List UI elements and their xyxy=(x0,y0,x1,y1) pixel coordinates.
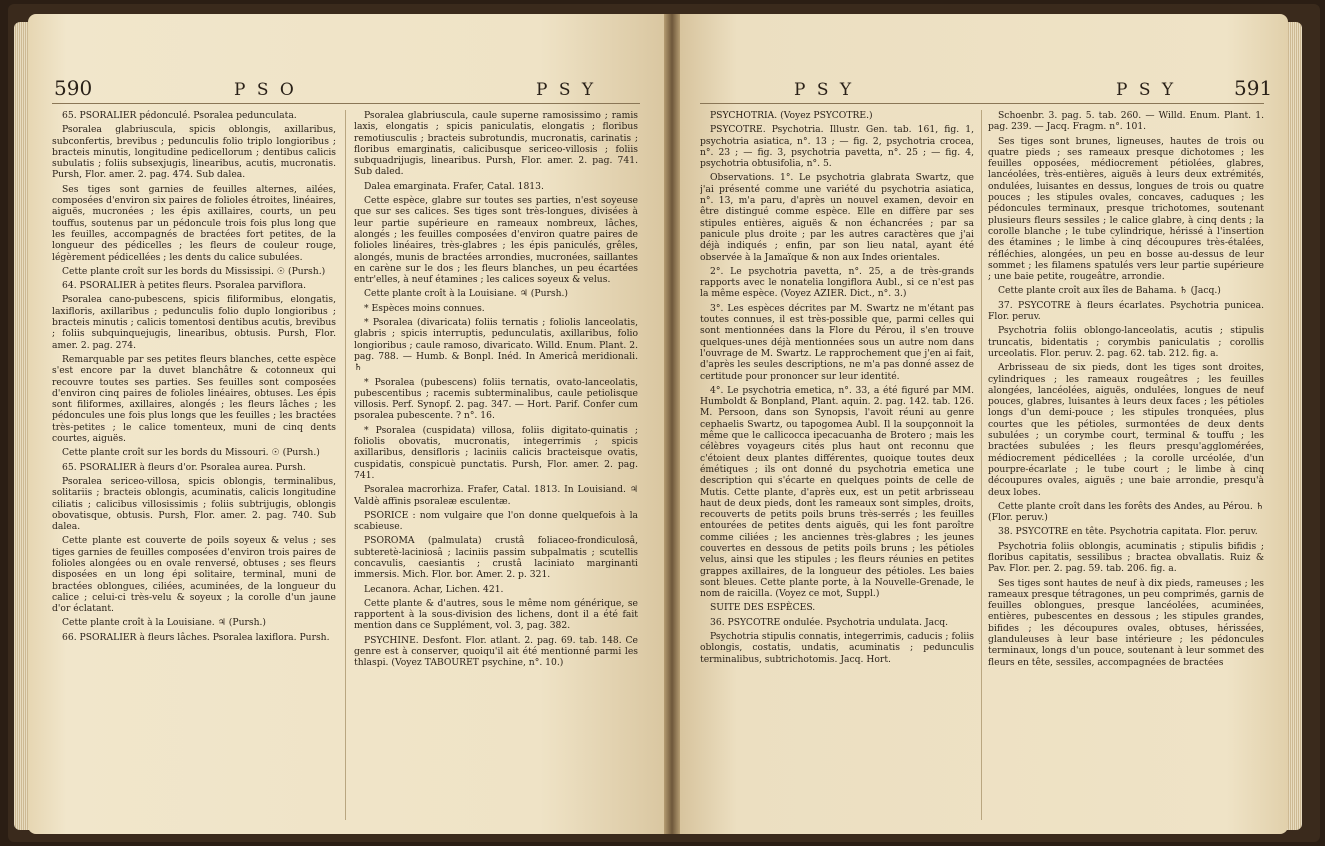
paragraph: PSORICE : nom vulgaire que l'on donne quelquefois à la scabieuse. xyxy=(354,509,638,533)
paragraph: Arbrisseau de six pieds, dont les tiges sont droites, cylindriques ; les rameaux rougeâtres ; les feuilles alongées, lancéolées, aiguës, ondulées, longues de neuf pouces, glabres, luisantes à leurs deux faces ; les pétioles longs d'un demi-pouce ; les stipules tronquées, plus courtes que les pétioles, surmontées de deux dents subulées ; un corymbe court, terminal & touffu ; les bractées subulées ; les fleurs presqu'agglomérées, médiocrement pédicellées ; la corolle urcéolée, d'un pourpre-écarlate ; le tube court ; le limbe à cinq découpures ovales, aiguës ; une baie arrondie, presqu'à deux lobes. xyxy=(988,362,1264,498)
paragraph: Cette plante croît sur les bords du Missouri. ☉ (Pursh.) xyxy=(62,447,320,459)
paragraph: PSYCHOTRIA. (Voyez PSYCOTRE.) xyxy=(710,110,873,121)
paragraph: Psoralea glabriuscula, spicis oblongis, axillaribus, subconfertis, brevibus ; pedunculis folio triplo longioribus ; bracteis minutis, longitudine pedicellorum ; dentibus calicis subulatis ; foliis subsexjugis, linearibus, acutis, mucronatis. Pursh, Flor. amer. 2. pag. 474. Sub dalea. xyxy=(52,124,336,181)
paragraph: Remarquable par ses petites fleurs blanches, cette espèce s'est encore par la duvet blanchâtre & cotonneux qui recouvre toutes ses parties. Ses feuilles sont composées d'environ cinq paires de folioles linéaires, obtuses. Les épis sont filiformes, axillaires, alongés ; les fleurs lâches ; les pédoncules une fois plus longs que les feuilles ; les bractées très-petites ; le calice tomenteux, muni de cinq dents courtes, aiguës. xyxy=(52,353,336,445)
paragraph: Psychotria foliis oblongo-lanceolatis, acutis ; stipulis truncatis, bidentatis ; corymbis paniculatis ; corollis urceolatis. Flor. peruv. 2. pag. 62. tab. 212. fig. a. xyxy=(988,325,1264,359)
paragraph: Cette plante & d'autres, sous le même nom générique, se rapportent à la sous-division des lichens, dont il a été fait mention dans ce Supplément, vol. 3, pag. 382. xyxy=(354,597,638,632)
paragraph: 36. PSYCOTRE ondulée. Psychotria undulata. Jacq. xyxy=(710,616,949,628)
paragraph: Schoenbr. 3. pag. 5. tab. 260. — Willd. Enum. Plant. 1. pag. 239. — Jacq. Fragm. n°. 101. xyxy=(988,110,1264,133)
paragraph: 2°. Le psychotria pavetta, n°. 25, a de très-grands rapports avec le nonatelia longiflora Aubl., si ce n'est pas la même espèce. (Voyez AZIER. Dict., n°. 3.) xyxy=(700,265,974,300)
paragraph: Psoralea macrorhiza. Frafer, Catal. 1813. In Louisiand. ♃ Valdè affinis psoraleæ esculentæ. xyxy=(354,484,638,507)
paragraph: * Psoralea (pubescens) foliis ternatis, ovato-lanceolatis, pubescentibus ; racemis subterminalibus, caule petiolisque villosis. Perf. Synopf. 2. pag. 347. — Hort. Parif. Confer cum psoralea pubescente. ? n°. 16. xyxy=(354,376,638,422)
right-header-rule xyxy=(700,103,1264,104)
right-column-1 xyxy=(700,110,974,826)
paragraph: * Psoralea (divaricata) foliis ternatis ; foliolis lanceolatis, glabris ; spicis interruptis, pedunculatis, axillaribus, folio longioribus ; caule ramoso, divaricato. Willd. Enum. Plant. 2. pag. 788. — Humb. & Bonpl. Inéd. In Americâ meridionali. ♄ xyxy=(354,317,638,374)
paragraph: Observations. 1°. Le psychotria glabrata Swartz, que j'ai présenté comme une variété du psychotria asiatica, n°. 13, m'a paru, d'après un nouvel examen, devoir en être distingué comme espèce. Elle en diffère par ses stipules entières, aiguës & non échancrées ; par sa panicule plus droite ; par les autres caractères que j'ai déjà indiqués ; enfin, par son lieu natal, ayant été observée à la Jamaïque & non aux Indes orientales. xyxy=(700,172,974,263)
right-running-head-2: P S Y xyxy=(1116,80,1177,100)
paragraph: Psoralea sericeo-villosa, spicis oblongis, terminalibus, solitariis ; bracteis oblongis, acuminatis, calicis longitudine ciliatis ; calicibus villosissimis ; foliis subtrijugis, oblongis obovatisque, obtusis. Pursh, Flor. amer. 2. pag. 740. Sub dalea. xyxy=(52,475,336,533)
paragraph: 37. PSYCOTRE à fleurs écarlates. Psychotria punicea. Flor. peruv. xyxy=(988,299,1264,323)
paragraph: Cette plante croît sur les bords du Mississipi. ☉ (Pursh.) xyxy=(62,265,326,277)
paragraph: Dalea emarginata. Frafer, Catal. 1813. xyxy=(364,180,544,192)
paragraph: PSOROMA (palmulata) crustâ foliaceo-frondiculosâ, subteretè-laciniosâ ; laciniis passim subpalmatis ; scutellis concavulis, caesiantis ; crustâ laciniato marginanti immersis. Mich. Flor. bor. Amer. 2. p. 321. xyxy=(354,535,638,581)
left-column-1 xyxy=(52,110,336,826)
book-gutter xyxy=(664,14,680,834)
left-page-number: 590 xyxy=(54,76,93,100)
left-running-head-1: P S O xyxy=(234,80,297,100)
paragraph: 4°. Le psychotria emetica, n°. 33, a été figuré par MM. Humboldt & Bonpland, Plant. aquin. 2. pag. 142. tab. 126. M. Persoon, dans son Synopsis, l'avoit réuni au genre cephaelis Swartz, ou tapogomea Aubl. Il la soupçonnoit la même que le callicocca ipecacuanha de Brotero ; mais les célèbres voyageurs cités plus haut ont reconnu que c'étoient deux plantes différentes, quoique toutes deux émétiques ; ils ont donné du psychotria emetica une description qui s'écarte en quelques points de celle de Mutis. Cette plante, d'après eux, est un petit arbrisseau haut de deux pieds, dont les rameaux sont simples, droits, recouverts de petits poils bruns très-serrés ; les feuilles entourées de petites dents aiguës, qui les font paroître comme ciliées ; les anciennes très-glabres ; les jeunes couvertes en dessous de petits poils bruns ; les pétioles velus, ainsi que les stipules ; les fleurs réunies en petites grappes axillaires, de la longueur des pétioles. Les baies sont bleues. Cette plante porte, à la Nouvelle-Grenade, le nom de raicilla. (Voyez ce mot, Suppl.) xyxy=(700,384,974,600)
paragraph: PSYCOTRE. Psychotria. Illustr. Gen. tab. 161, fig. 1, psychotria asiatica, n°. 13 ; — fig. 2, psychotria crocea, n°. 23 ; — fig. 3, psychotria pavetta, n°. 25 ; — fig. 4, psychotria obtusifolia, n°. 5. xyxy=(700,124,974,170)
paragraph: 65. PSORALIER à fleurs d'or. Psoralea aurea. Pursh. xyxy=(62,461,306,473)
right-page xyxy=(676,14,1288,834)
paragraph: Cette espèce, glabre sur toutes ses parties, n'est soyeuse que sur ses calices. Ses tiges sont très-longues, divisées à leur partie supérieure en rameaux nombreux, lâches, alongés ; les feuilles composées d'environ quatre paires de folioles linéaires, très-glabres ; les épis paniculés, grêles, alongés, munis de bractées arrondies, mucronées, saillantes en carène sur le dos ; les fleurs blanches, un peu écartées entr'elles, à neuf étamines ; les calices soyeux & velus. xyxy=(354,195,638,286)
paragraph: * Espèces moins connues. xyxy=(364,302,485,314)
paragraph: PSYCHINE. Desfont. Flor. atlant. 2. pag. 69. tab. 148. Ce genre est à conserver, quoiqu'il ait été mentionné parmi les thlaspi. (Voyez TABOURET psychine, n°. 10.) xyxy=(354,634,638,669)
left-column-separator xyxy=(345,110,346,820)
paragraph: Lecanora. Achar, Lichen. 421. xyxy=(364,583,504,595)
paragraph: SUITE DES ESPÈCES. xyxy=(710,602,816,614)
right-running-head-1: P S Y xyxy=(794,80,855,100)
paragraph: 3°. Les espèces décrites par M. Swartz ne m'étant pas toutes connues, il est très-possible que, parmi celles qui sont mentionnées dans la Flore du Pérou, il s'en trouve quelques-unes déjà mentionnées sous un autre nom dans l'ouvrage de M. Swartz. Le rapprochement que j'en ai fait, d'après les seules descriptions, ne m'a pas donné assez de certitude pour prononcer sur leur identité. xyxy=(700,302,974,382)
paragraph: 66. PSORALIER à fleurs lâches. Psoralea laxiflora. Pursh. xyxy=(62,631,330,643)
right-column-separator xyxy=(981,110,982,820)
paragraph: Cette plante croît dans les forêts des Andes, au Pérou. ♄ (Flor. peruv.) xyxy=(988,500,1264,524)
left-header-rule xyxy=(52,103,640,104)
left-page xyxy=(28,14,668,834)
paragraph: * Psoralea (cuspidata) villosa, foliis digitato-quinatis ; foliolis obovatis, mucronatis, integerrimis ; spicis axillaribus, densifloris ; laciniis calicis bracteisque ovatis, cuspidatis, conspicuè punctatis. Pursh, Flor. amer. 2. pag. 741. xyxy=(354,424,638,481)
paragraph: Ses tiges sont hautes de neuf à dix pieds, rameuses ; les rameaux presque tétragones, un peu comprimés, garnis de feuilles oblongues, presque lancéolées, acuminées, entières, pubescentes en dessous ; les stipules grandes, bifides ; les découpures ovales, obtuses, hérissées, glanduleuses à leur base intérieure ; les pédoncules terminaux, longs d'un pouce, soutenant à leur sommet des fleurs en tête, sessiles, accompagnées de bractées xyxy=(988,577,1264,668)
paragraph: 65. PSORALIER pédonculé. Psoralea pedunculata. xyxy=(62,110,297,121)
left-column-2 xyxy=(354,110,638,826)
paragraph: Cette plante est couverte de poils soyeux & velus ; ses tiges garnies de feuilles composées d'environ trois paires de folioles alongées ou en ovale renversé, obtuses ; ses fleurs disposées en un long épi solitaire, terminal, muni de bractées oblongues, ciliées, acuminées, de la longueur du calice ; celui-ci très-velu & soyeux ; la corolle d'un jaune d'or éclatant. xyxy=(52,535,336,615)
paragraph: Psychotria foliis oblongis, acuminatis ; stipulis bifidis ; floribus capitatis, sessilibus ; bractea obvallatis. Ruiz & Pav. Flor. per. 2. pag. 59. tab. 206. fig. a. xyxy=(988,540,1264,575)
paragraph: Psoralea glabriuscula, caule superne ramosissimo ; ramis laxis, elongatis ; spicis paniculatis, elongatis ; floribus remotiusculis ; bracteis subrotundis, mucronatis, carinatis ; floribus emarginatis, calicibusque sericeo-villosis ; foliis subquadrijugis, linearibus. Pursh, Flor. amer. 2. pag. 741. Sub daled. xyxy=(354,110,638,178)
paragraph: Psoralea cano-pubescens, spicis filiformibus, elongatis, laxifloris, axillaribus ; pedunculis folio duplo longioribus ; bracteis minutis ; calicis tomentosi dentibus acutis, brevibus ; foliis subquinquejugis, linearibus, obtusis. Pursh, Flor. amer. 2. pag. 274. xyxy=(52,294,336,351)
paragraph: Cette plante croît aux îles de Bahama. ♄ (Jacq.) xyxy=(998,285,1221,297)
right-column-2 xyxy=(988,110,1264,826)
right-page-edges xyxy=(1286,22,1302,830)
paragraph: Ses tiges sont garnies de feuilles alternes, ailées, composées d'environ six paires de folioles étroites, linéaires, aiguës, mucronées ; les épis axillaires, courts, un peu touffus, soutenus par un pédoncule trois fois plus long que les feuilles, accompagnés de bractées fort petites, de la longueur des pédicelles ; les fleurs de couleur rouge, légèrement pédicellées ; les dents du calice subulées. xyxy=(52,183,336,263)
right-page-number: 591 xyxy=(1234,76,1273,100)
paragraph: Psychotria stipulis connatis, integerrimis, caducis ; foliis oblongis, costatis, undatis, acuminatis ; pedunculis terminalibus, subtrichotomis. Jacq. Hort. xyxy=(700,631,974,665)
paragraph: Cette plante croît à la Louisiane. ♃ (Pursh.) xyxy=(62,617,267,629)
left-running-head-2: P S Y xyxy=(536,80,597,100)
paragraph: 38. PSYCOTRE en tête. Psychotria capitata. Flor. peruv. xyxy=(998,526,1258,538)
paragraph: Ses tiges sont brunes, ligneuses, hautes de trois ou quatre pieds ; ses rameaux presque dichotomes ; les feuilles opposées, médiocrement pétiolées, glabres, lancéolées, très-entières, aiguës à leurs deux extrémités, ondulées, luisantes en dessus, longues de trois ou quatre pouces ; les stipules ovales, concaves, caduques ; les pédoncules terminaux, presque trichotomes, soutenant plusieurs fleurs sessiles ; le calice glabre, à cinq dents ; la corolle blanche ; le tube cylindrique, hérissé à l'insertion des étamines ; le limbe à cinq découpures très-étalées, réfléchies, alongées, un peu en bosse au-dessus de leur sommet ; les filamens spatulés vers leur partie supérieure ; une baie petite, rougeâtre, arrondie. xyxy=(988,135,1264,283)
paragraph: Cette plante croît à la Louisiane. ♃ (Pursh.) xyxy=(364,288,569,300)
paragraph: 64. PSORALIER à petites fleurs. Psoralea parviflora. xyxy=(62,280,307,292)
